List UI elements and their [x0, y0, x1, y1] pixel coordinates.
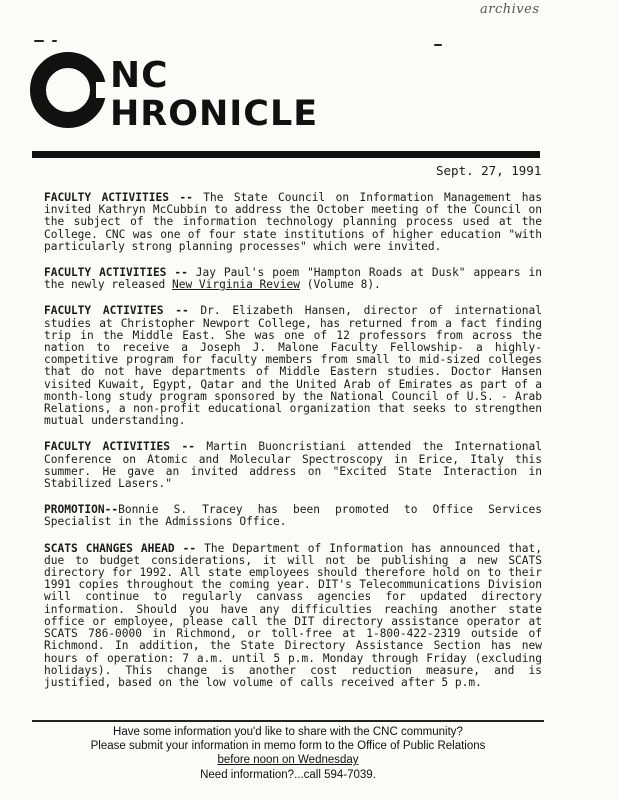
- publication-title: New Virginia Review: [171, 278, 300, 292]
- footer-line-2: Please submit your information in memo form to the Office of Public Relations: [90, 740, 486, 753]
- item-heading: SCATS CHANGES AHEAD --: [44, 541, 197, 555]
- item-text: Jay Paul's poem "Hampton Roads at Dusk" appears in the newly released: [44, 266, 542, 292]
- news-item-faculty-paul: [44, 267, 542, 291]
- masthead-c-logo: [30, 52, 106, 128]
- news-item-scats: [44, 543, 542, 689]
- item-heading: FACULTY ACTIVITIES --: [44, 266, 188, 280]
- item-text: The State Council on Information Management has invited Kathryn McCubbin to address the October meeting of the Council on the subject of the information technology planning process used at the College. CNC was one of four state institutions of higher education "with particularly strong planning processes" which were invited.: [44, 191, 542, 253]
- footer-line-1: Have some information you'd like to share with the CNC community?: [113, 726, 463, 738]
- item-text: (Volume 8).: [299, 278, 381, 292]
- item-heading: FACULTY ACTIVITIES --: [44, 191, 193, 204]
- news-item-faculty-buoncristiani: [44, 441, 542, 490]
- footer-rule: [32, 720, 544, 722]
- masthead-rule: [32, 151, 540, 158]
- news-item-promotion: [44, 504, 542, 528]
- scan-mark: [52, 40, 57, 42]
- item-heading: PROMOTION--: [44, 503, 119, 517]
- item-text: Dr. Elizabeth Hansen, director of international studies at Christopher Newport College, has returned from a fact finding trip in the Middle East. She was one of 12 professors from across the nation to receive a Joseph J. Malone Faculty Fellowship- a highly-competitive program for faculty members from small to mid-sized colleges that do not have departments of Middle Eastern studies. Doctor Hansen visited Kuwait, Egypt, Qatar and the United Arab of Emirates as part of a month-long study program sponsored by the National Council of U.S. - Arab Relations, a non-profit educational organization that seeks to strengthen mutual understanding.: [44, 304, 542, 428]
- news-item-faculty-mccubbin: [44, 192, 542, 253]
- item-heading: FACULTY ACTIVITIES --: [44, 440, 195, 454]
- masthead-line-2: HRONICLE: [110, 94, 319, 134]
- masthead-line-1: NC: [110, 55, 169, 96]
- newsletter-body: [44, 192, 542, 703]
- item-text: Martin Buoncristiani attended the International Conference on Atomic and Molecular Spectroscopy in Erice, Italy this summer. He gave an invited address on "Excited State Interaction in Stabilized Lasers.": [44, 440, 542, 491]
- scan-mark: [34, 40, 44, 42]
- handwritten-annotation: archives: [480, 2, 540, 17]
- footer: [32, 725, 544, 782]
- footer-contact: Need information?...call 594-7039.: [200, 768, 376, 781]
- item-heading: FACULTY ACTIVITES --: [44, 304, 189, 318]
- news-item-faculty-hansen: [44, 305, 542, 427]
- issue-date: Sept. 27, 1991: [436, 163, 542, 178]
- footer-deadline: before noon on Wednesday: [217, 754, 359, 767]
- scan-mark: [434, 44, 442, 46]
- item-text: The Department of Information has announced that, due to budget considerations, it will not be publishing a new SCATS directory for 1992. All state employees should therefore hold on to their 1991 copies throughout the coming year. DIT's Telecommunications Division will continue to regularly canvass agencies for updated directory information. Should you have any difficulties reaching another state office or employee, please call the DIT directory assistance operator at SCATS 786-0000 in Richmond, or toll-free at 1-800-422-2319 outside of Richmond. In addition, the State Directory Assistance Section has new hours of operation: 7 a.m. until 5 p.m. Monday through Friday (excluding holidays). This change is another cost reduction measure, and is justified, based on the low volume of calls received after 5 p.m.: [44, 541, 542, 689]
- item-text: Bonnie S. Tracey has been promoted to Office Services Specialist in the Admissions Office.: [44, 503, 542, 529]
